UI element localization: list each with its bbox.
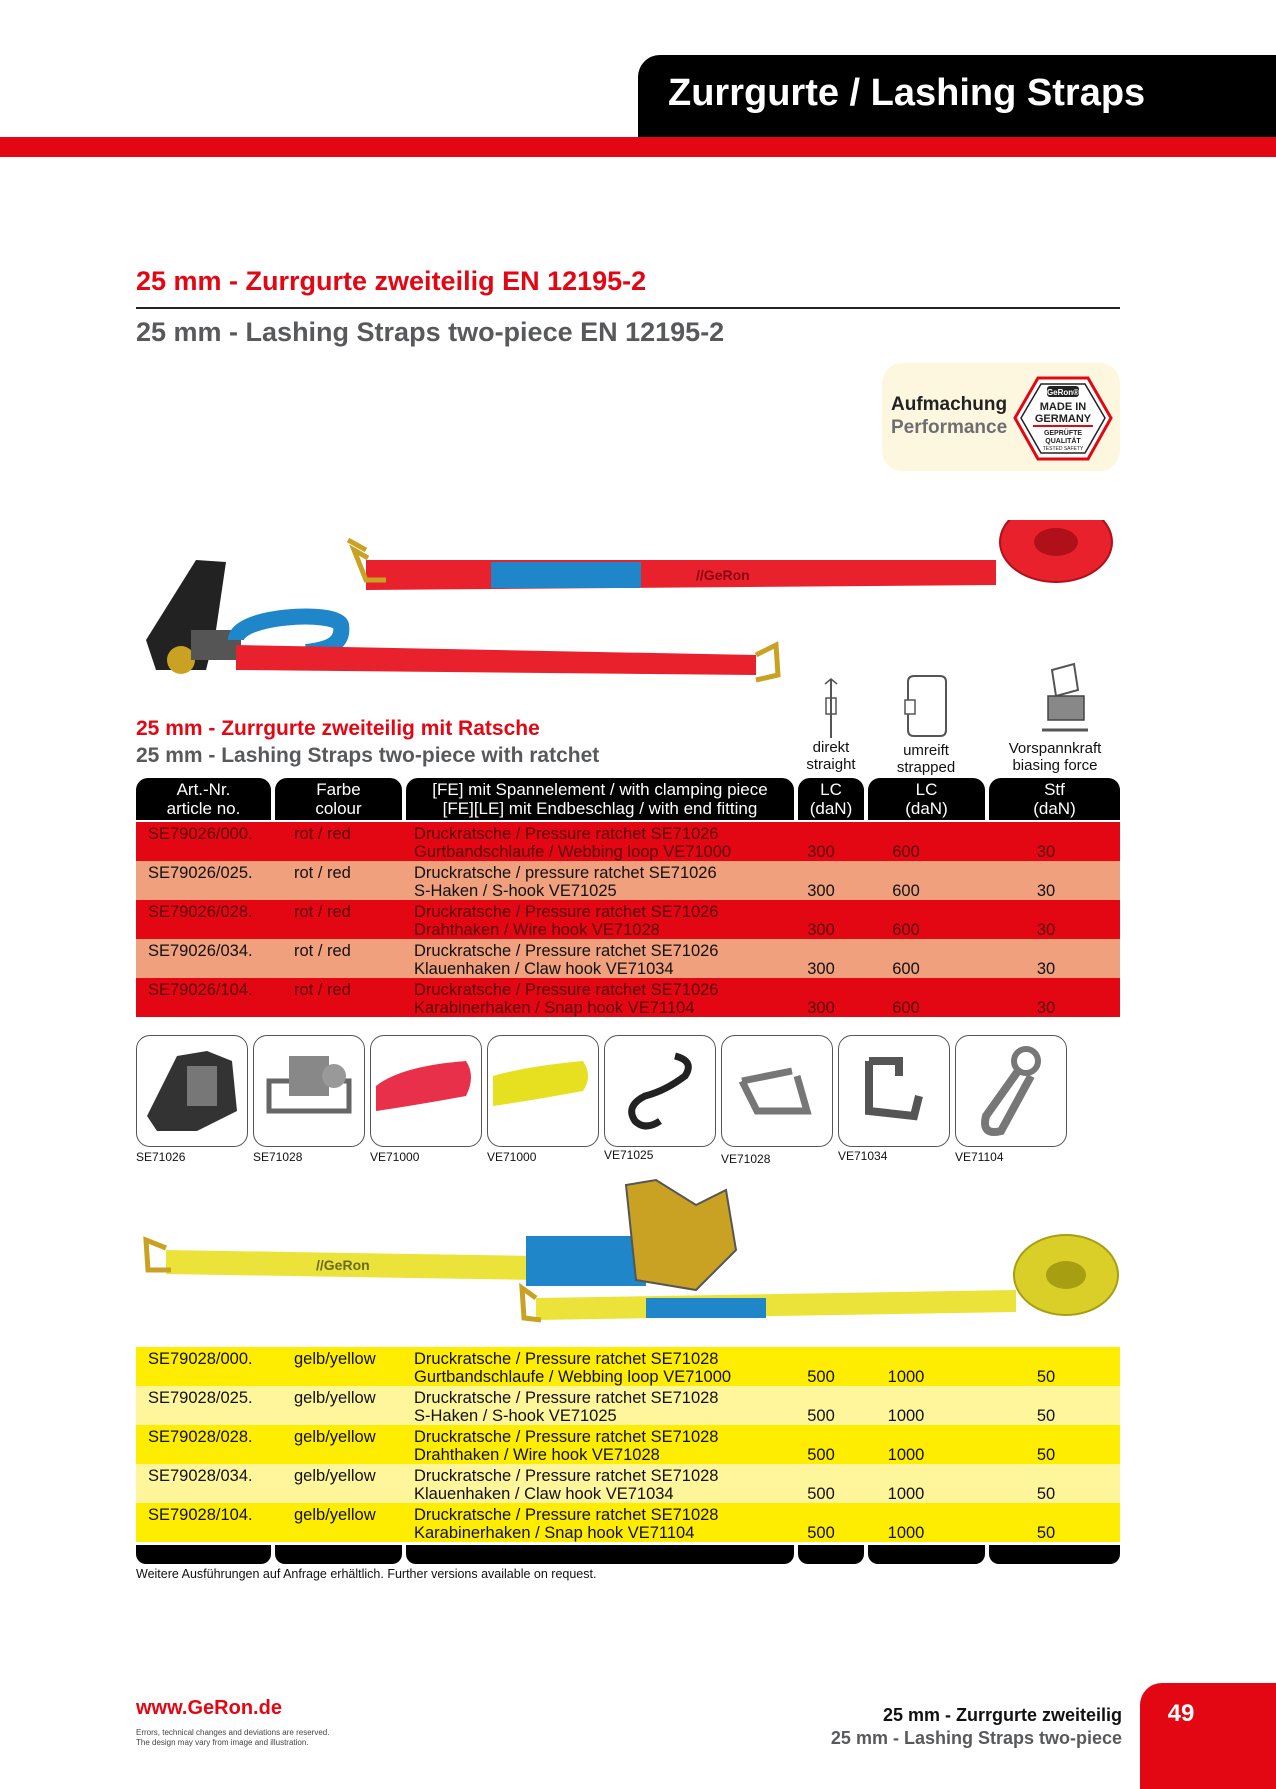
accessory-label: VE71000 (487, 1150, 537, 1164)
red-lashing-strap-photo (136, 520, 1126, 695)
th-stf: Stf (daN) (989, 778, 1120, 820)
accessory-claw-hook (838, 1035, 950, 1147)
headline-divider (136, 307, 1120, 309)
page-number-box (1140, 1683, 1276, 1789)
subheading-en: 25 mm - Lashing Straps two-piece with ratchet (136, 744, 600, 767)
strap-print-yellow: //GeRon (316, 1257, 370, 1273)
accessory-label: VE71034 (838, 1149, 888, 1163)
accessory-ratchet-se71026 (136, 1035, 248, 1147)
th-article: Art.-Nr. article no. (136, 778, 271, 820)
th-lc-straight: LC (daN) (798, 778, 864, 820)
svg-text:MADE IN: MADE IN (1039, 401, 1087, 413)
accessory-snap-hook (955, 1035, 1067, 1147)
table-row: SE79028/000. gelb/yellow Druckratsche / Pressure ratchet SE71028 Gurtbandschlaufe / Webbing loop VE71000 500 1000 50 (136, 1347, 1120, 1386)
badge-label-de: Aufmachung (891, 394, 1008, 415)
header-red-bar (0, 137, 1276, 157)
yellow-lashing-strap-photo (136, 1170, 1126, 1335)
table-row: SE79026/104. rot / red Druckratsche / Pressure ratchet SE71026 Karabinerhaken / Snap hook VE71104 300 600 30 (136, 978, 1120, 1017)
availability-note: Weitere Ausführungen auf Anfrage erhältlich. Further versions available on request. (136, 1567, 597, 1581)
table-row: SE79026/025. rot / red Druckratsche / pressure ratchet SE71026 S-Haken / S-hook VE71025 300 600 30 (136, 861, 1120, 900)
accessory-label: VE71028 (721, 1152, 771, 1166)
th-lc-strapped: LC (daN) (868, 778, 985, 820)
accessory-label: SE71028 (253, 1150, 303, 1164)
made-in-germany-seal-icon (1013, 376, 1113, 461)
accessory-label: SE71026 (136, 1150, 186, 1164)
th-description: [FE] mit Spannelement / with clamping piece [FE][LE] mit Endbeschlag / with end fitting (406, 778, 794, 820)
seal-brand: GeRon® (1046, 388, 1080, 397)
footer-title-de: 25 mm - Zurrgurte zweiteilig (882, 1705, 1122, 1725)
page-number: 49 (1167, 1700, 1195, 1727)
table-row: SE79028/034. gelb/yellow Druckratsche / Pressure ratchet SE71028 Klauenhaken / Claw hook VE71034 500 1000 50 (136, 1464, 1120, 1503)
headline-en: 25 mm - Lashing Straps two-piece EN 12195-2 (136, 317, 725, 347)
svg-text:QUALITÄT: QUALITÄT (1045, 438, 1081, 445)
icon-head-biasing: Vorspannkraft biasing force (1008, 740, 1102, 774)
table-row: SE79026/034. rot / red Druckratsche / Pressure ratchet SE71026 Klauenhaken / Claw hook VE71034 300 600 30 (136, 939, 1120, 978)
table-row: SE79026/000. rot / red Druckratsche / Pressure ratchet SE71026 Gurtbandschlaufe / Webbing loop VE71000 300 600 30 (136, 822, 1120, 861)
icon-head-strapped: umreift strapped (896, 742, 956, 776)
svg-text:GERMANY: GERMANY (1034, 413, 1092, 425)
ratchet-icon (254, 1036, 364, 1146)
footer-title-en: 25 mm - Lashing Straps two-piece (830, 1728, 1122, 1748)
table-foot (868, 1545, 985, 1564)
accessory-wire-hook (721, 1035, 833, 1147)
page-title: Zurrgurte / Lashing Straps (668, 72, 1146, 114)
website-link[interactable]: www.GeRon.de (136, 1697, 282, 1719)
ratchet-biasing-icon (1040, 660, 1090, 736)
pressure-ratchet-icon (137, 1036, 247, 1146)
accessory-label: VE71000 (370, 1150, 420, 1164)
table-foot (406, 1545, 794, 1564)
table-foot (989, 1545, 1120, 1564)
claw-hook-icon (839, 1036, 949, 1146)
table-foot (798, 1545, 864, 1564)
accessory-s-hook (604, 1035, 716, 1147)
table-row: SE79028/025. gelb/yellow Druckratsche / Pressure ratchet SE71028 S-Haken / S-hook VE71025 500 1000 50 (136, 1386, 1120, 1425)
accessory-ratchet-se71028 (253, 1035, 365, 1147)
svg-text:TESTED SAFETY: TESTED SAFETY (1042, 446, 1084, 452)
table-row: SE79026/028. rot / red Druckratsche / Pressure ratchet SE71026 Drahthaken / Wire hook VE71028 300 600 30 (136, 900, 1120, 939)
icon-head-straight: direkt straight (806, 739, 856, 773)
strap-print-red: //GeRon (696, 567, 750, 583)
accessory-label: VE71104 (955, 1150, 1004, 1164)
svg-text:GEPRÜFTE: GEPRÜFTE (1043, 430, 1083, 437)
table-row: SE79028/028. gelb/yellow Druckratsche / Pressure ratchet SE71028 Drahthaken / Wire hook VE71028 500 1000 50 (136, 1425, 1120, 1464)
disclaimer: The design may vary from image and illustration. (136, 1738, 309, 1747)
strap-blue-label (491, 562, 641, 588)
subheading-de: 25 mm - Zurrgurte zweiteilig mit Ratsche (136, 717, 540, 740)
table-row: SE79028/104. gelb/yellow Druckratsche / Pressure ratchet SE71028 Karabinerhaken / Snap hook VE71104 500 1000 50 (136, 1503, 1120, 1542)
table-foot (275, 1545, 402, 1564)
red-webbing-loop-icon (371, 1036, 481, 1146)
wire-hook-icon (722, 1036, 832, 1146)
disclaimer: Errors, technical changes and deviations are reserved. (136, 1728, 330, 1737)
th-colour: Farbe colour (275, 778, 402, 820)
strapped-lashing-icon (904, 672, 950, 740)
yellow-webbing-loop-icon (488, 1036, 598, 1146)
headline-de: 25 mm - Zurrgurte zweiteilig EN 12195-2 (136, 266, 647, 296)
s-hook-icon (605, 1036, 715, 1146)
accessory-loop-red (370, 1035, 482, 1147)
accessory-label: VE71025 (604, 1148, 654, 1162)
direct-lashing-icon (817, 678, 845, 740)
table-foot (136, 1545, 271, 1564)
accessory-loop-yellow (487, 1035, 599, 1147)
snap-hook-icon (956, 1036, 1066, 1146)
badge-label-en: Performance (891, 417, 1008, 438)
